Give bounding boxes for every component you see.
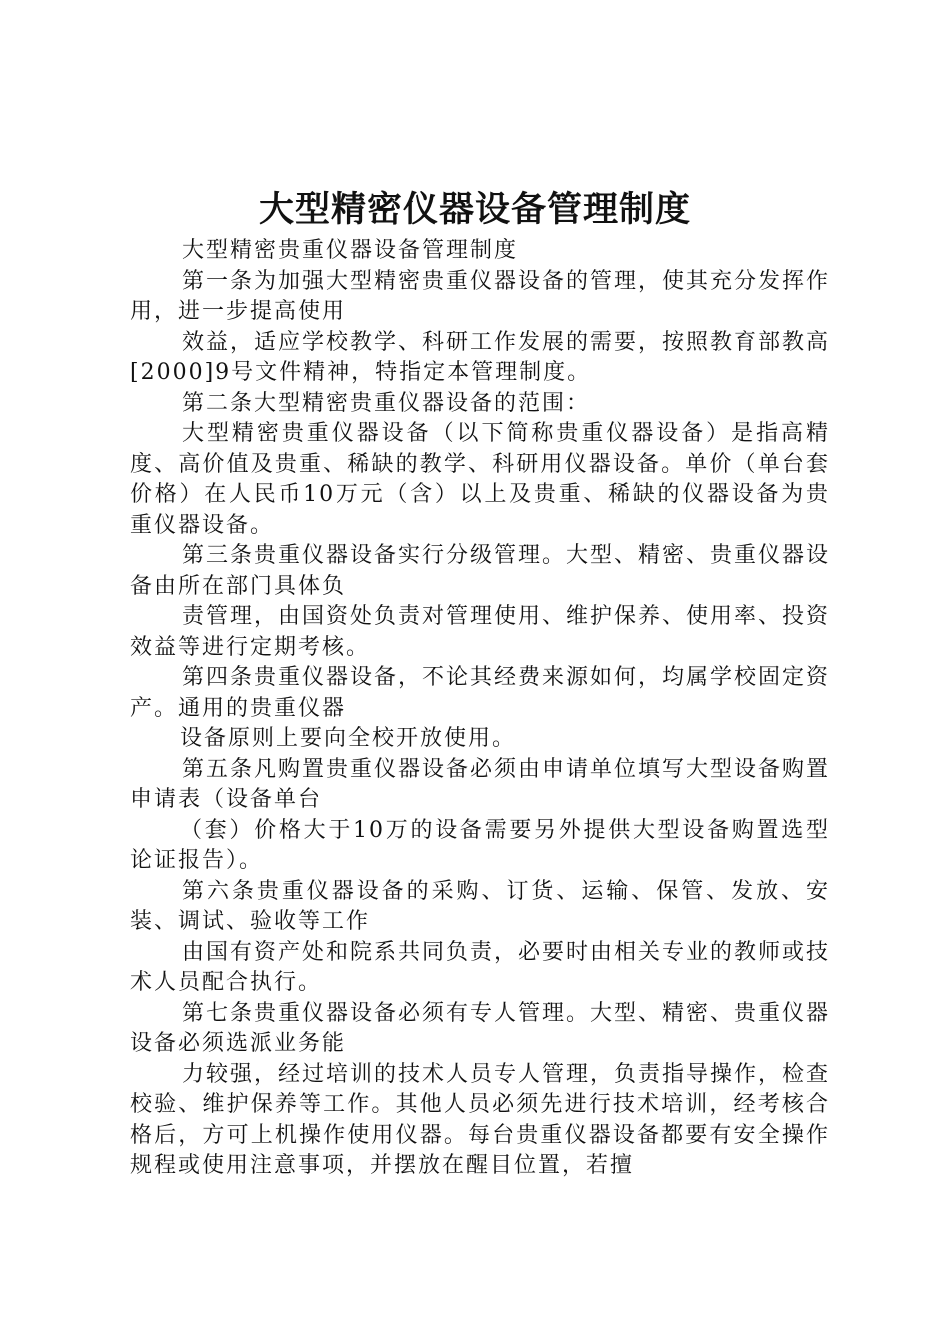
paragraph-article-6-cont: 由国有资产处和院系共同负责，必要时由相关专业的教师或技术人员配合执行。 — [130, 939, 831, 995]
paragraph-article-4: 第四条贵重仪器设备，不论其经费来源如何，均属学校固定资产。通用的贵重仪器 — [130, 665, 831, 721]
document-title: 大型精密仪器设备管理制度 — [258, 189, 691, 230]
paragraph-subtitle: 大型精密贵重仪器设备管理制度 — [182, 238, 519, 263]
paragraph-article-4-cont: 设备原则上要向全校开放使用。 — [180, 726, 517, 751]
paragraph-article-2: 第二条大型精密贵重仪器设备的范围： — [182, 390, 591, 416]
paragraph-article-1-cont: 效益，适应学校教学、科研工作发展的需要，按照教育部教高[2000]9号文件精神，特指定本管理制度。 — [130, 329, 831, 385]
paragraph-article-2-detail: 大型精密贵重仪器设备（以下简称贵重仪器设备）是指高精度、高价值及贵重、稀缺的教学、科研用仪器设备。单价（单台套价格）在人民币10万元（含）以上及贵重、稀缺的仪器设备为贵重仪器设备。 — [130, 421, 830, 538]
paragraph-article-5: 第五条凡购置贵重仪器设备必须由申请单位填写大型设备购置申请表（设备单台 — [130, 756, 831, 812]
paragraph-article-3-cont: 责管理，由国资处负责对管理使用、维护保养、使用率、投资效益等进行定期考核。 — [130, 604, 831, 660]
document-body — [130, 236, 830, 1182]
paragraph-article-5-cont: （套）价格大于10万的设备需要另外提供大型设备购置选型论证报告）。 — [130, 817, 830, 873]
paragraph-article-6: 第六条贵重仪器设备的采购、订货、运输、保管、发放、安装、调试、验收等工作 — [130, 878, 830, 934]
paragraph-article-7: 第七条贵重仪器设备必须有专人管理。大型、精密、贵重仪器设备必须选派业务能 — [130, 1000, 831, 1056]
paragraph-article-3: 第三条贵重仪器设备实行分级管理。大型、精密、贵重仪器设备由所在部门具体负 — [130, 543, 831, 599]
paragraph-article-1: 第一条为加强大型精密贵重仪器设备的管理，使其充分发挥作用，进一步提高使用 — [130, 268, 831, 324]
paragraph-article-7-cont: 力较强，经过培训的技术人员专人管理，负责指导操作，检查校验、维护保养等工作。其他人员必须先进行技术培训，经考核合格后，方可上机操作使用仪器。每台贵重仪器设备都要有安全操作规程或使用注意事项，并摆放在醒目位置，若擅 — [130, 1061, 831, 1178]
